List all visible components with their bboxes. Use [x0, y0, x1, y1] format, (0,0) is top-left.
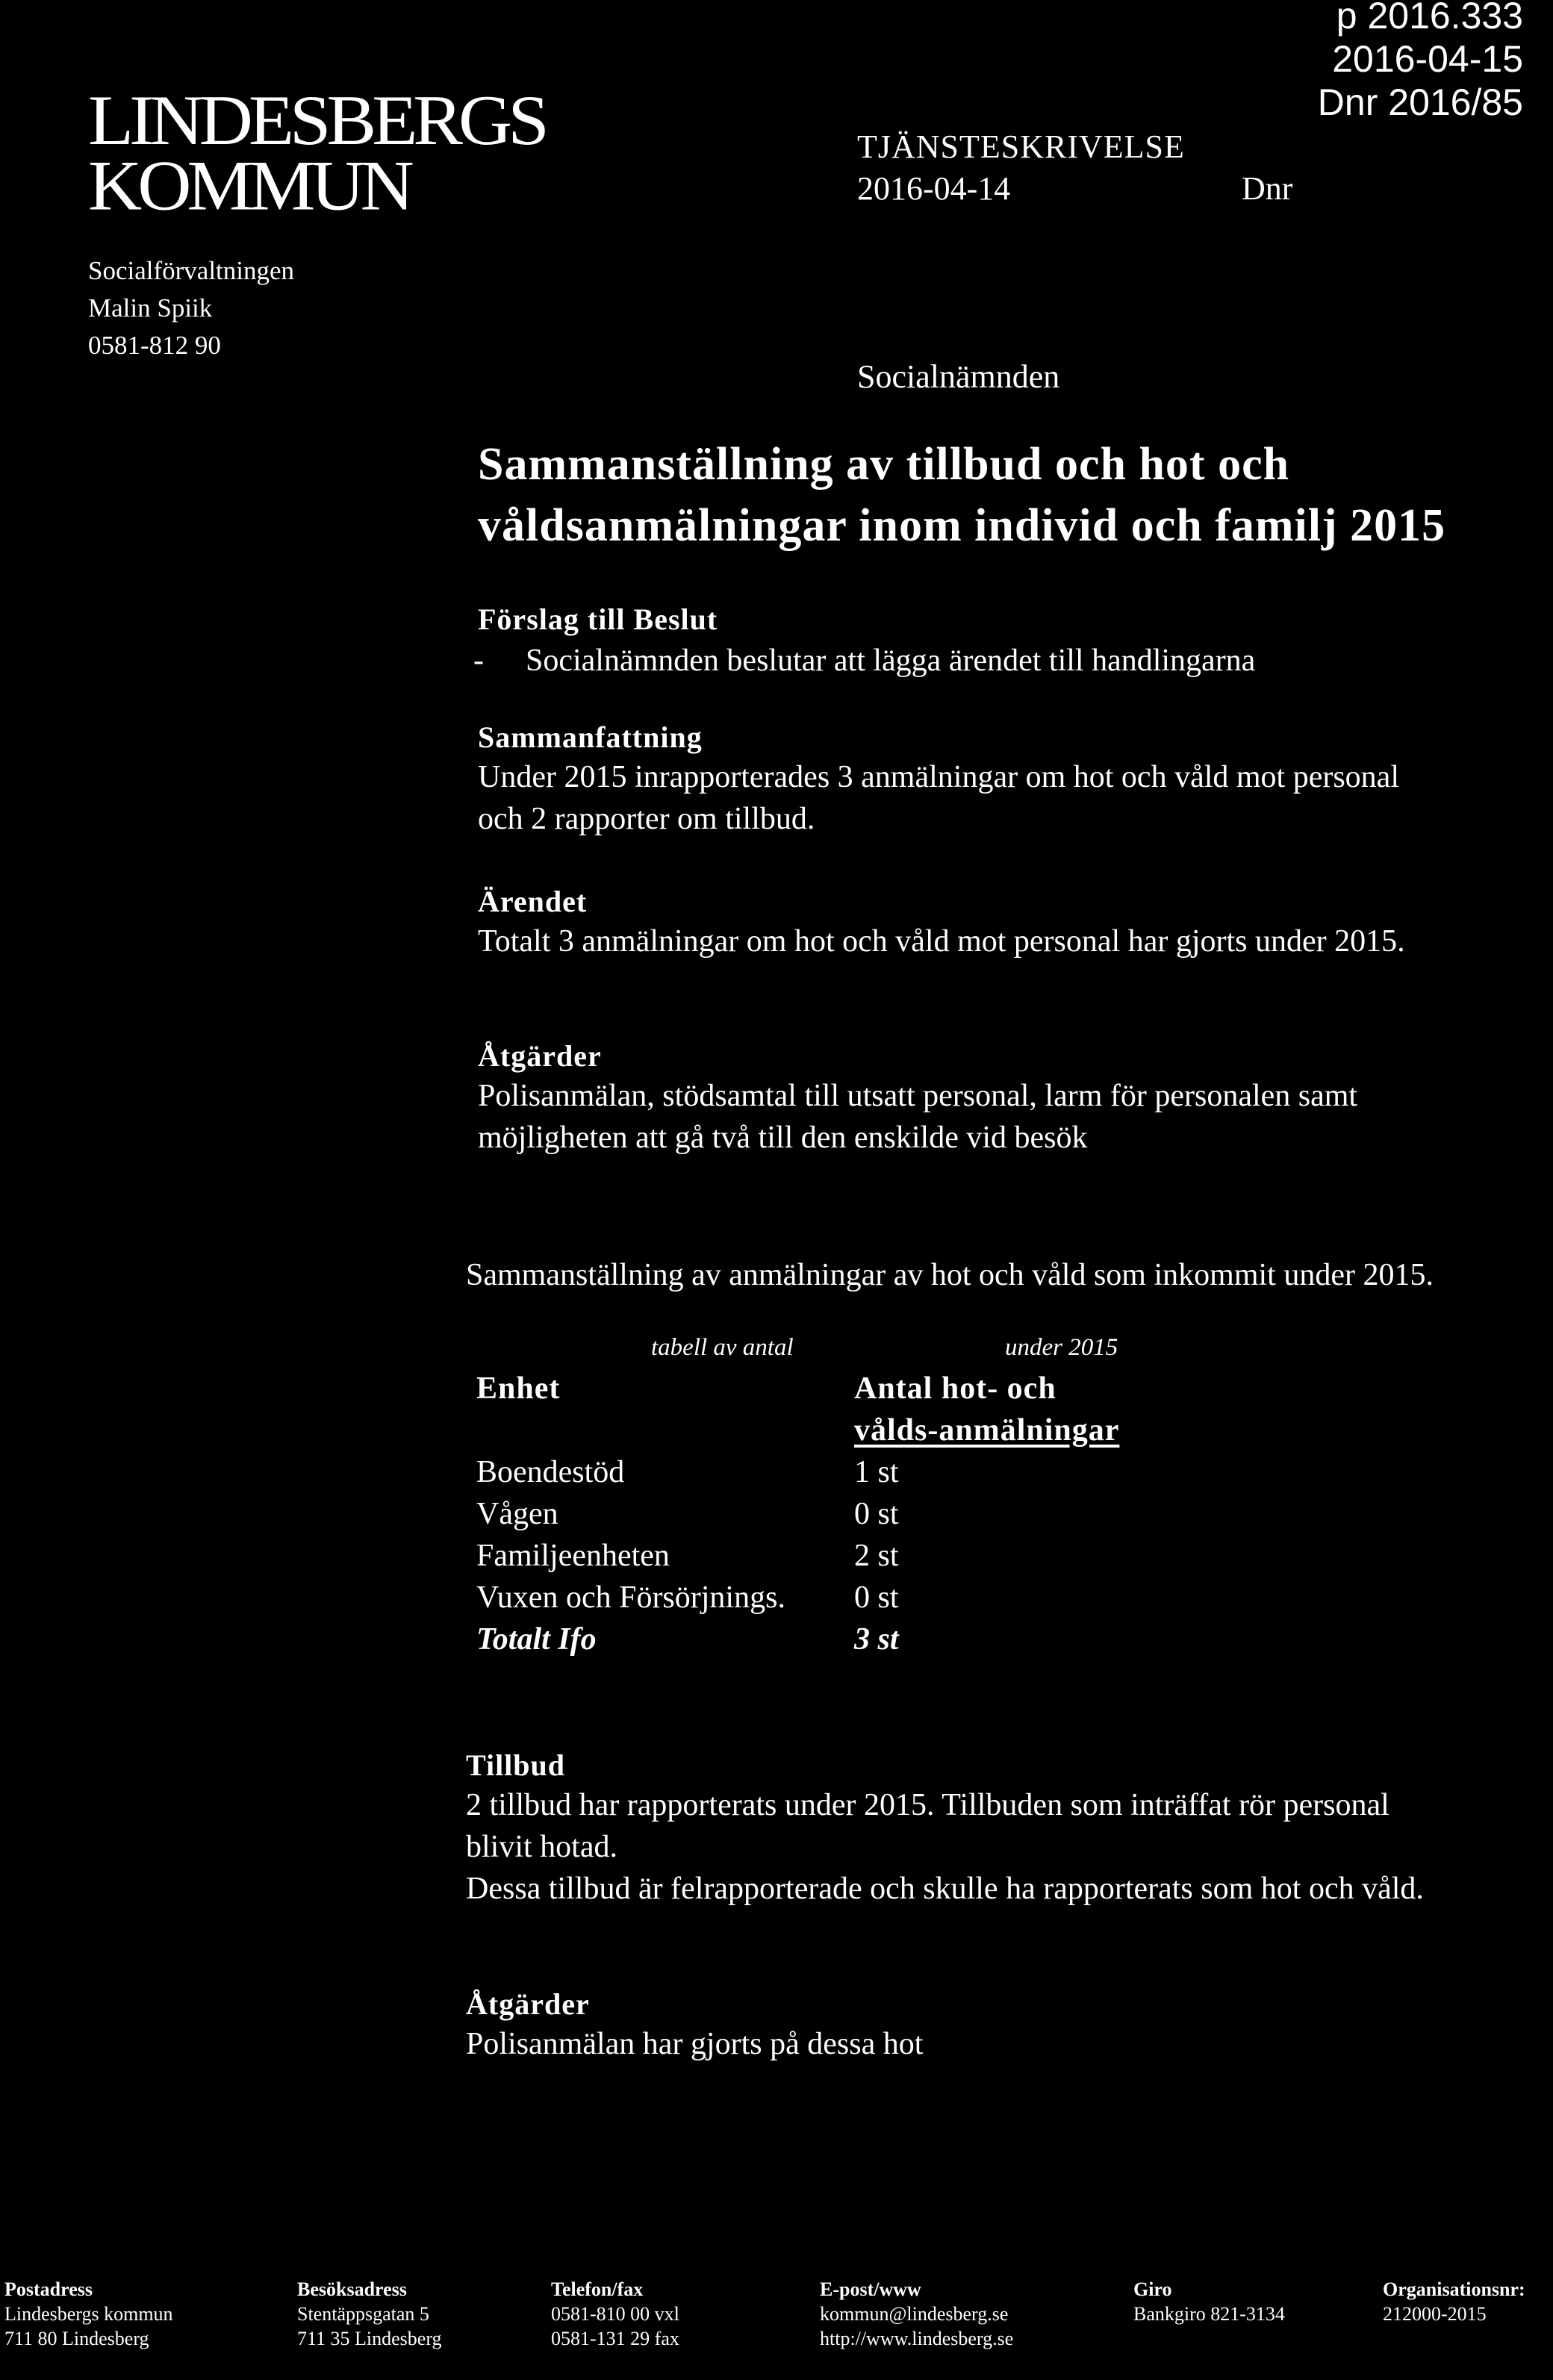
document-type: TJÄNSTESKRIVELSE: [857, 128, 1185, 165]
row-count: 2 st: [854, 1539, 899, 1573]
row-unit: Familjeenheten: [476, 1539, 670, 1573]
footer-visit-line-2: 711 35 Lindesberg: [297, 2328, 442, 2349]
document-date: 2016-04-14: [857, 170, 1011, 207]
dnr-label: Dnr: [1242, 170, 1293, 207]
footer-phone-heading: Telefon/fax: [551, 2278, 644, 2300]
summary-text: Under 2015 inrapporterades 3 anmälningar om hot och våld mot personal och 2 rapporter om tillbud.: [478, 760, 1399, 836]
footer-email: [820, 2277, 1013, 2351]
sender-block: [88, 252, 294, 364]
compilation-intro: Sammanställning av anmälningar av hot och våld som inkommit under 2015.: [466, 1258, 1434, 1292]
document-title: [478, 434, 1445, 556]
table-total-row: [476, 1619, 1223, 1660]
sender-department: Socialförvaltningen: [88, 256, 295, 285]
bullet-dash: -: [473, 644, 484, 678]
table-row: [476, 1577, 1223, 1619]
reports-table: [476, 1368, 1223, 1660]
incidents-text-1: 2 tillbud har rapporterats under 2015. Tillbuden som inträffat rör personal blivit hotad.: [466, 1788, 1389, 1864]
table-row: [476, 1535, 1223, 1577]
footer-giro-line-1: Bankgiro 821-3134: [1133, 2303, 1285, 2325]
footer-postal: [4, 2277, 173, 2351]
footer-org-heading: Organisationsnr:: [1383, 2278, 1525, 2300]
total-unit: Totalt Ifo: [476, 1622, 597, 1657]
table-header: [476, 1368, 1223, 1451]
column-header-count-line-1: Antal hot- och: [854, 1371, 1056, 1406]
column-header-count-line-2: vålds-anmälningar: [854, 1413, 1120, 1448]
logo-line-1: LINDESBERGS: [88, 81, 545, 160]
incidents-section: [466, 1747, 1481, 1910]
column-header-unit: Enhet: [476, 1371, 561, 1406]
footer-phone-line-2: 0581-131 29 fax: [551, 2328, 679, 2349]
title-line-2: våldsanmälningar inom individ och familj 2015: [478, 500, 1446, 551]
logo-line-2: KOMMUN: [88, 146, 410, 225]
table-caption-right: under 2015: [1005, 1334, 1118, 1361]
footer-visit: [297, 2277, 442, 2351]
stamp-date: 2016-04-15: [1332, 38, 1523, 80]
incident-actions-heading: Åtgärder: [466, 1987, 590, 2021]
municipality-logo: [88, 81, 545, 225]
incident-actions-section: [466, 1986, 1437, 2065]
sender-name: Malin Spiik: [88, 293, 213, 323]
table-row: [476, 1493, 1223, 1535]
footer-phone: [551, 2277, 679, 2351]
proposal-heading: Förslag till Beslut: [478, 602, 718, 636]
footer-giro-heading: Giro: [1133, 2278, 1172, 2300]
proposal-text: Socialnämnden beslutar att lägga ärendet till handlingarna: [526, 644, 1256, 678]
recipient: Socialnämnden: [857, 358, 1060, 395]
footer-visit-line-1: Stentäppsgatan 5: [297, 2303, 429, 2325]
case-text: Totalt 3 anmälningar om hot och våld mot personal har gjorts under 2015.: [478, 924, 1405, 959]
summary-heading: Sammanfattning: [478, 720, 703, 754]
footer-postal-heading: Postadress: [4, 2278, 93, 2300]
table-caption-left: tabell av antal: [651, 1334, 794, 1361]
column-header-count: [854, 1368, 1119, 1451]
case-heading: Ärendet: [478, 885, 588, 918]
footer-org-line-1: 212000-2015: [1383, 2303, 1487, 2325]
incidents-text-2: Dessa tillbud är felrapporterade och skulle ha rapporterats som hot och våld.: [466, 1872, 1424, 1906]
actions-heading: Åtgärder: [478, 1039, 602, 1073]
footer-org: [1383, 2277, 1525, 2326]
row-unit: Vågen: [476, 1497, 558, 1531]
row-count: 0 st: [854, 1580, 899, 1615]
sender-phone: 0581-812 90: [88, 331, 221, 360]
footer-giro: [1133, 2277, 1285, 2326]
proposal-section: [473, 601, 1493, 682]
stamp-reference: p 2016.333: [1336, 0, 1523, 37]
proposal-item: [473, 640, 1493, 682]
title-line-1: Sammanställning av tillbud och hot och: [478, 439, 1290, 490]
row-unit: Vuxen och Försörjnings.: [476, 1580, 785, 1615]
footer-email-line-2: http://www.lindesberg.se: [820, 2328, 1014, 2349]
case-section: [478, 883, 1471, 962]
registration-stamp: [1318, 0, 1523, 124]
row-count: 0 st: [854, 1497, 899, 1531]
actions-section: [478, 1038, 1478, 1159]
footer-postal-line-2: 711 80 Lindesberg: [4, 2328, 149, 2349]
incident-actions-text: Polisanmälan har gjorts på dessa hot: [466, 2027, 924, 2061]
stamp-dnr: Dnr 2016/85: [1317, 81, 1523, 123]
table-row: [476, 1451, 1223, 1493]
row-unit: Boendestöd: [476, 1455, 625, 1489]
summary-section: [478, 719, 1471, 840]
footer-email-heading: E-post/www: [820, 2278, 921, 2300]
footer-email-line-1: kommun@lindesberg.se: [820, 2303, 1009, 2325]
total-count: 3 st: [854, 1622, 899, 1657]
footer-phone-line-1: 0581-810 00 vxl: [551, 2303, 679, 2325]
footer-visit-heading: Besöksadress: [297, 2278, 407, 2300]
incidents-heading: Tillbud: [466, 1748, 566, 1782]
actions-text: Polisanmälan, stödsamtal till utsatt personal, larm för personalen samt möjligheten att gå två till den enskilde vid besök: [478, 1079, 1358, 1155]
footer-postal-line-1: Lindesbergs kommun: [4, 2303, 173, 2325]
row-count: 1 st: [854, 1455, 899, 1489]
